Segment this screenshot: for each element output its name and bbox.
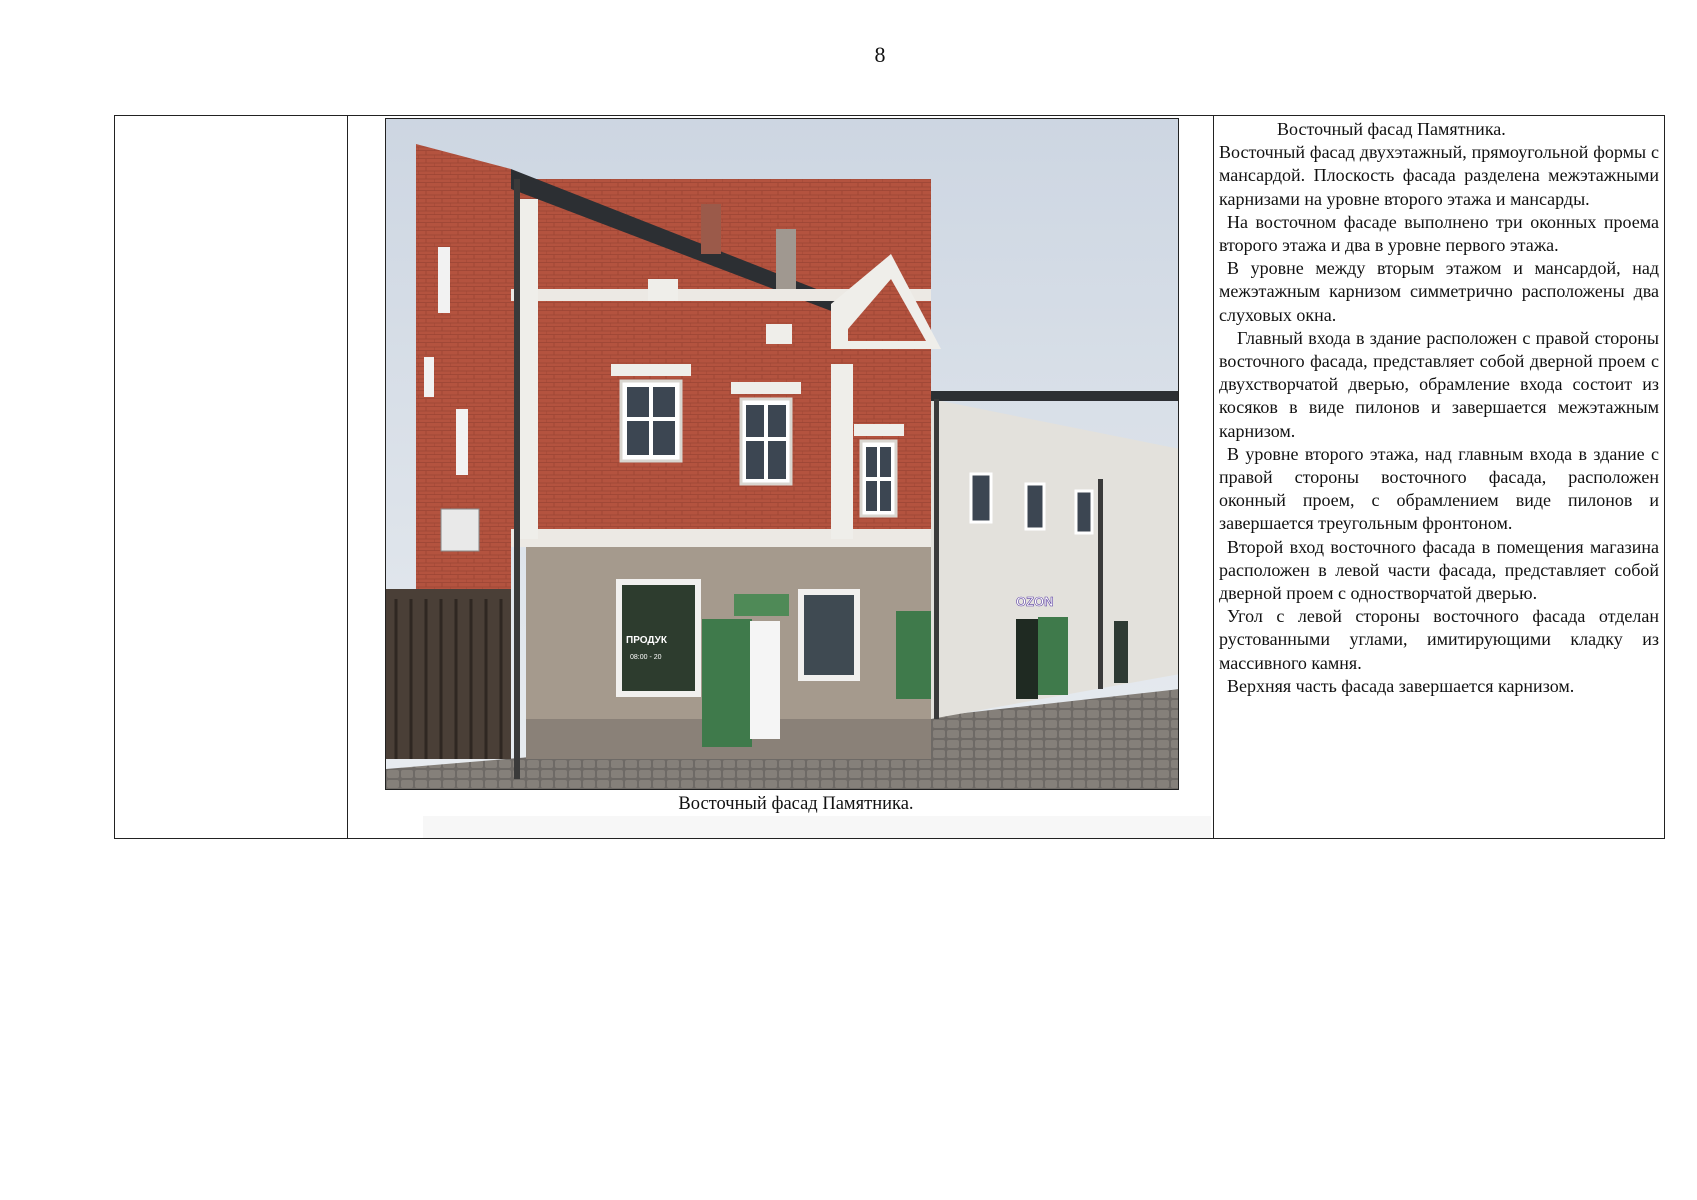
shop-hours-text: 08:00 - 20 (630, 654, 662, 661)
description-paragraph: Главный входа в здание расположен с правой стороны восточного фасада, представляет собой дверной проем с двухстворчатой дверью, обрамление входа состоит из косяков в виде пилонов и завершается межэтажным карнизом. (1219, 327, 1659, 441)
description-title: Восточный фасад Памятника. (1277, 119, 1506, 139)
description-paragraph: На восточном фасаде выполнено три оконных проема второго этажа и два в уровне первого этажа. (1219, 211, 1659, 256)
page-number: 8 (874, 42, 886, 67)
ozon-sign-text: OZON (1016, 594, 1054, 609)
photo-caption: Восточный фасад Памятника. (678, 794, 914, 814)
caption-background-strip (423, 816, 1211, 838)
description-paragraph: В уровне между вторым этажом и мансардой, над межэтажным карнизом симметрично расположены два слуховых окна. (1219, 258, 1659, 325)
description-paragraph: Второй вход восточного фасада в помещения магазина расположен в левой части фасада, представляет собой дверной проем с одностворчатой дверью. (1219, 536, 1659, 604)
description-paragraph: Верхняя часть фасада завершается карнизом. (1227, 675, 1575, 696)
description-cell (1219, 118, 1659, 698)
column-divider (1213, 116, 1214, 838)
description-paragraph: В уровне второго этажа, над главным входа в здание с правой стороны восточного фасада, расположен оконный проем, с обрамлением виде пилонов и завершается треугольным фронтоном. (1219, 443, 1659, 534)
description-paragraph: Угол с левой стороны восточного фасада отделан рустованными углами, имитирующими кладку из массивного камня. (1219, 606, 1659, 673)
document-table (114, 115, 1665, 839)
column-divider (347, 116, 348, 838)
description-paragraph: Восточный фасад двухэтажный, прямоугольной формы с мансардой. Плоскость фасада разделена межэтажными карнизами на уровне второго этажа и мансарды. (1219, 142, 1659, 209)
facade-photo (385, 118, 1179, 790)
shop-sign-text: ПРОДУК (626, 635, 667, 646)
facade-illustration (386, 119, 1179, 790)
